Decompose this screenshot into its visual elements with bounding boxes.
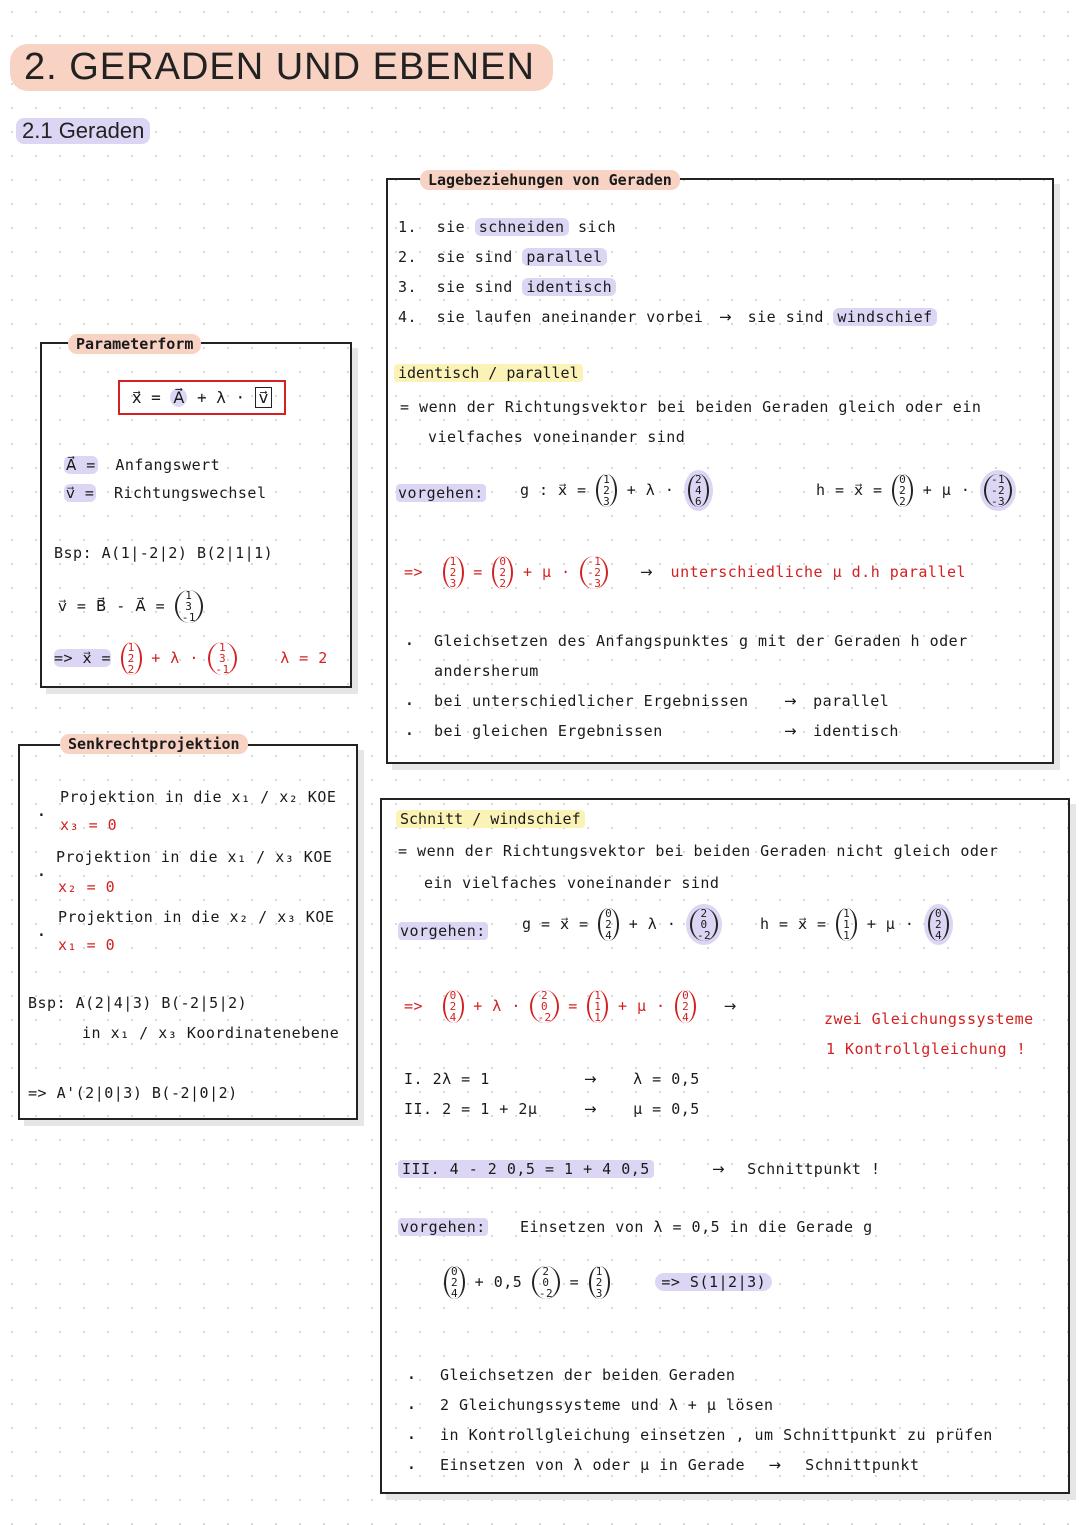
def-a-text: Anfangswert: [115, 456, 221, 474]
param-example: Bsp: A(1|-2|2) B(2|1|1): [54, 544, 274, 562]
param-formula: [118, 380, 286, 415]
arrow-icon: →: [784, 722, 798, 740]
sys-3: III. 4 - 2 0,5 = 1 + 4 0,5: [398, 1160, 654, 1178]
arrow-icon: →: [723, 997, 737, 1015]
schnitt-c2: 2 Gleichungssysteme und λ + μ lösen: [440, 1396, 774, 1414]
schnitt-tab: Schnitt / windschief: [396, 810, 585, 828]
senk-example2: in x₁ / x₃ Koordinatenebene: [82, 1024, 340, 1042]
schnitt-h-line: h = x⃗ = 1 1 1 + μ · 0 2 4: [760, 904, 953, 945]
v-line-text: v⃗ = B⃗ - A⃗ =: [58, 597, 166, 615]
param-result: [54, 642, 328, 675]
senk-p3v: x₁ = 0: [58, 936, 116, 954]
def-anfangswert: [64, 456, 220, 474]
subtitle-text: 2.1 Geraden: [16, 118, 150, 144]
formula-plus: + λ ·: [196, 388, 246, 407]
lage-item-4: 4. sie laufen aneinander vorbei → sie sind windschief: [398, 308, 937, 326]
ident-h-line: h = x⃗ = 0 2 2 + μ · -1 -2 -3: [816, 470, 1016, 511]
senkrecht-tab: Senkrechtprojektion: [60, 734, 248, 754]
sys-1-left: I. 2λ = 1: [404, 1070, 490, 1088]
ident-b1: Gleichsetzen des Anfangspunktes g mit der Geraden h oder: [434, 632, 968, 650]
senk-p3: Projektion in die x₂ / x₃ KOE: [58, 908, 335, 926]
def-a-symbol: A⃗ =: [66, 456, 96, 474]
def-richtung: [64, 484, 266, 502]
hl-identisch: identisch: [522, 278, 616, 296]
schnitt-vorgehen2: vorgehen:: [400, 1218, 486, 1236]
arrow-icon: →: [719, 308, 733, 326]
ident-b1b: andersherum: [434, 662, 539, 680]
schnitt-note2: 1 Kontrollgleichung !: [826, 1040, 1027, 1058]
senk-p2v: x₂ = 0: [58, 878, 116, 896]
schnitt-c1: Gleichsetzen der beiden Geraden: [440, 1366, 736, 1384]
intersection-result: => S(1|2|3): [655, 1273, 772, 1291]
schnitt-box: [380, 798, 1070, 1494]
ident-vorgehen: vorgehen:: [398, 484, 484, 502]
ident-def1: = wenn der Richtungsvektor bei beiden Geraden gleich oder ein: [400, 398, 982, 416]
param-v-line: [58, 590, 203, 623]
lage-item-1: 1. sie schneiden sich: [398, 218, 617, 236]
arrow-icon: →: [784, 692, 798, 710]
ident-b2: bei unterschiedlicher Ergebnissen: [434, 692, 749, 710]
formula-x: x⃗ =: [132, 388, 161, 407]
lambda-value: λ = 2: [280, 649, 328, 667]
ident-b2-arrow: → parallel: [784, 692, 890, 710]
schnitt-c4: Einsetzen von λ oder μ in Gerade → Schnittpunkt: [440, 1456, 920, 1474]
formula-v: v⃗: [255, 387, 272, 408]
schnitt-note1: zwei Gleichungssysteme: [824, 1010, 1034, 1028]
formula-a: A⃗: [170, 388, 187, 407]
arrow-icon: →: [639, 563, 654, 581]
res-v-vector: 1 3 -1: [208, 642, 236, 675]
parameterform-tab: Parameterform: [68, 334, 201, 354]
ident-b3-arrow: → identisch: [784, 722, 899, 740]
section-subtitle: [16, 118, 150, 144]
ident-tab: identisch / parallel: [394, 364, 583, 382]
schnitt-def1: = wenn der Richtungsvektor bei beiden Geraden nicht gleich oder: [398, 842, 999, 860]
sys-1-arrow: → λ = 0,5: [584, 1070, 700, 1088]
schnitt-equation: => 0 2 4 + λ · 2 0 -2 = 1 1 1 + μ · 0 2 4 →: [404, 989, 737, 1024]
schnitt-g-line: g = x⃗ = 0 2 4 + λ · 2 0 -2: [522, 904, 722, 945]
schnitt-def2: ein vielfaches voneinander sind: [424, 874, 720, 892]
res-prefix: => x⃗ =: [54, 649, 112, 667]
schnitt-bullets: · · · ·: [406, 1368, 417, 1479]
ident-equation: => 1 2 3 = 0 2 2 + μ · -1 -2 -3 → unterschiedliche μ d.h parallel: [404, 555, 967, 590]
ident-bullets: · · ·: [404, 634, 415, 745]
senk-p1: Projektion in die x₁ / x₂ KOE: [60, 788, 337, 806]
res-a-vector: 1 2 2: [121, 642, 142, 675]
schnitt-vorgehen: vorgehen:: [400, 922, 486, 940]
senk-p2: Projektion in die x₁ / x₃ KOE: [56, 848, 333, 866]
ident-def2: vielfaches voneinander sind: [428, 428, 686, 446]
senk-bullets: · · ·: [36, 805, 47, 946]
lage-item-3: 3. sie sind identisch: [398, 278, 616, 296]
lage-item-2: 2. sie sind parallel: [398, 248, 607, 266]
senk-p1v: x₃ = 0: [60, 816, 118, 834]
insert-line: 0 2 4 + 0,5 2 0 -2 = 1 2 3 => S(1|2|3): [444, 1266, 772, 1299]
ident-note: unterschiedliche μ d.h parallel: [670, 563, 967, 581]
page-title: [10, 44, 553, 91]
hl-windschief: windschief: [833, 308, 936, 326]
title-text: 2. GERADEN UND EBENEN: [10, 44, 553, 91]
v-vector: 1 3 -1: [175, 590, 203, 623]
sys-2-left: II. 2 = 1 + 2μ: [404, 1100, 538, 1118]
def-v-symbol: v⃗ =: [66, 484, 95, 502]
schnitt-c3: in Kontrollgleichung einsetzen , um Schnittpunkt zu prüfen: [440, 1426, 993, 1444]
res-mid: + λ ·: [151, 649, 199, 667]
lage-tab: Lagebeziehungen von Geraden: [420, 170, 680, 190]
senk-result: => A'(2|0|3) B(-2|0|2): [28, 1084, 238, 1102]
ident-g-line: g : x⃗ = 1 2 3 + λ · 2 4 6: [520, 470, 713, 511]
sys-3-arrow: → Schnittpunkt !: [712, 1160, 881, 1178]
hl-schneiden: schneiden: [475, 218, 569, 236]
def-v-text: Richtungswechsel: [113, 484, 267, 502]
arrow-icon: →: [768, 1456, 782, 1474]
schnitt-v2-text: Einsetzen von λ = 0,5 in die Gerade g: [520, 1218, 873, 1236]
sys-2-arrow: → μ = 0,5: [584, 1100, 700, 1118]
hl-parallel: parallel: [522, 248, 606, 266]
ident-b3: bei gleichen Ergebnissen: [434, 722, 663, 740]
senk-example: Bsp: A(2|4|3) B(-2|5|2): [28, 994, 248, 1012]
